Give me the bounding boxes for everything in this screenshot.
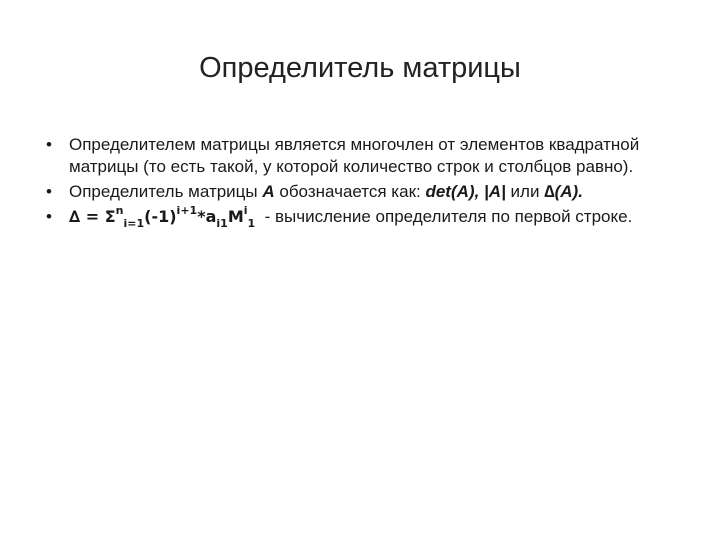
formula-delta: ∆ = [69, 207, 105, 226]
formula-m-sub: 1 [247, 217, 256, 231]
bullet-list [42, 134, 682, 231]
formula-term: (-1) [144, 207, 177, 226]
bullet-item-notation [42, 181, 682, 203]
formula-mul: *a [197, 207, 217, 226]
formula-m: M [227, 207, 244, 226]
notation-or: или [505, 182, 545, 201]
formula-suffix: - вычисление определителя по первой строке. [255, 207, 633, 226]
bullet-item-definition [42, 134, 682, 178]
formula-sigma: Σ [104, 207, 116, 226]
matrix-variable: A [262, 182, 275, 201]
bullet-icon: • [46, 135, 52, 154]
formula-sigma-sup: n [115, 203, 124, 217]
bullet-item-formula [42, 203, 682, 231]
notation-middle: обозначается как: [274, 182, 426, 201]
notation-prefix: Определитель матрицы [69, 182, 263, 201]
formula-a-sub: i1 [216, 217, 228, 231]
determinant-formula [69, 203, 256, 231]
abs-notation: |A| [484, 182, 506, 201]
formula-m-sup: i [243, 203, 248, 217]
formula-term-sup: i+1 [176, 203, 198, 217]
slide-title: Определитель матрицы [199, 52, 521, 84]
bullet-text: Определителем матрицы является многочлен от элементов квадратной матрицы (то есть такой, у которой количество строк и столбцов равно). [69, 135, 640, 176]
bullet-icon: • [46, 182, 52, 201]
formula-sigma-sub: i=1 [123, 217, 145, 231]
det-notation: det(A), [425, 182, 480, 201]
delta-notation: ∆(A). [544, 182, 583, 201]
bullet-icon: • [46, 207, 52, 226]
